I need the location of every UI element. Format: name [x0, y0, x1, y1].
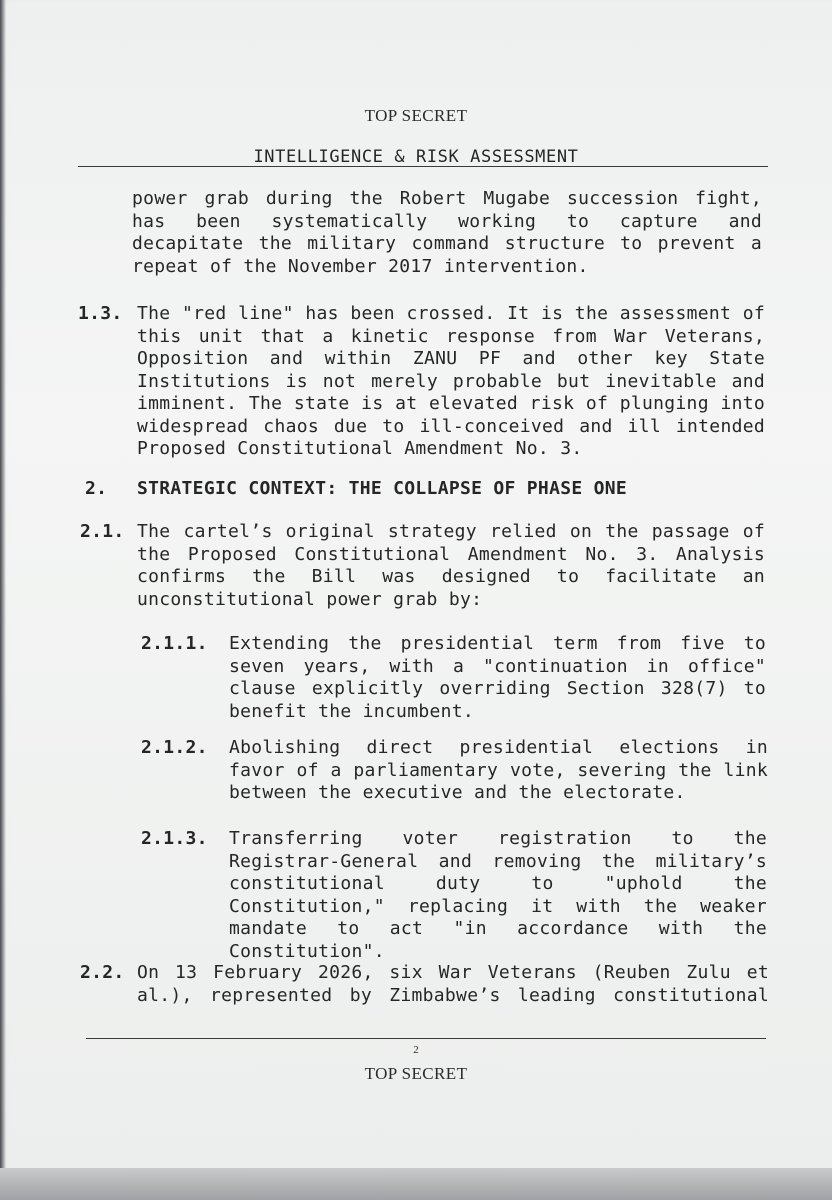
- paragraph-1-3: The "red line" has been crossed. It is the assessment of this unit that a kinetic response from War Veterans, Opposition and within ZANU PF and other key State Institutions is not merely probable but inevitable and imminent. The state is at elevated risk of plunging into widespread chaos due to ill-conceived and ill intended Proposed Constitutional Amendment No. 3.: [137, 303, 765, 459]
- footer-rule: [86, 1038, 766, 1039]
- paragraph-2-1-2: Abolishing direct presidential elections in favor of a parliamentary vote, severing the link between the executive and the electorate.: [229, 737, 768, 803]
- header-rule: [78, 166, 768, 167]
- section-heading-2: STRATEGIC CONTEXT: THE COLLAPSE OF PHASE ONE: [137, 478, 628, 499]
- paragraph-number-2-1-1: 2.1.1.: [141, 633, 208, 654]
- section-number-2: 2.: [85, 478, 108, 499]
- header-title: INTELLIGENCE & RISK ASSESSMENT: [253, 147, 579, 167]
- footer-classification: TOP SECRET: [364, 1064, 468, 1083]
- paragraph-number-2-2: 2.2.: [80, 962, 125, 983]
- header-classification: TOP SECRET: [364, 106, 468, 125]
- background-surface: [0, 1168, 832, 1200]
- paragraph-2-1-1: Extending the presidential term from five to seven years, with a "continuation in office" clause explicitly overriding Section 328(7) to benefit the incumbent.: [229, 633, 766, 722]
- paragraph-2-1-3: Transferring voter registration to the Registrar-General and removing the military’s constitutional duty to "uphold the Constitution," replacing it with the weaker mandate to act "in accordance with the Constitution".: [229, 828, 767, 962]
- page-number: 2: [413, 1044, 419, 1056]
- paragraph-number-2-1-3: 2.1.3.: [141, 828, 208, 849]
- paragraph-number-1-3: 1.3.: [78, 303, 123, 324]
- paragraph-2-1: The cartel’s original strategy relied on the passage of the Proposed Constitutional Amendment No. 3. Analysis confirms the Bill was designed to facilitate an unconstitutional power grab by:: [137, 521, 765, 610]
- page-left-edge-shadow: [0, 0, 6, 1200]
- paragraph-number-2-1: 2.1.: [80, 521, 125, 542]
- paragraph-2-2: On 13 February 2026, six War Veterans (Reuben Zulu et al.), represented by Zimbabwe’s leading constitutional: [137, 962, 769, 1006]
- continuation-paragraph: power grab during the Robert Mugabe succession fight, has been systematically working to capture and decapitate the military command structure to prevent a repeat of the November 2017 intervention.: [132, 188, 762, 277]
- paragraph-number-2-1-2: 2.1.2.: [141, 737, 208, 758]
